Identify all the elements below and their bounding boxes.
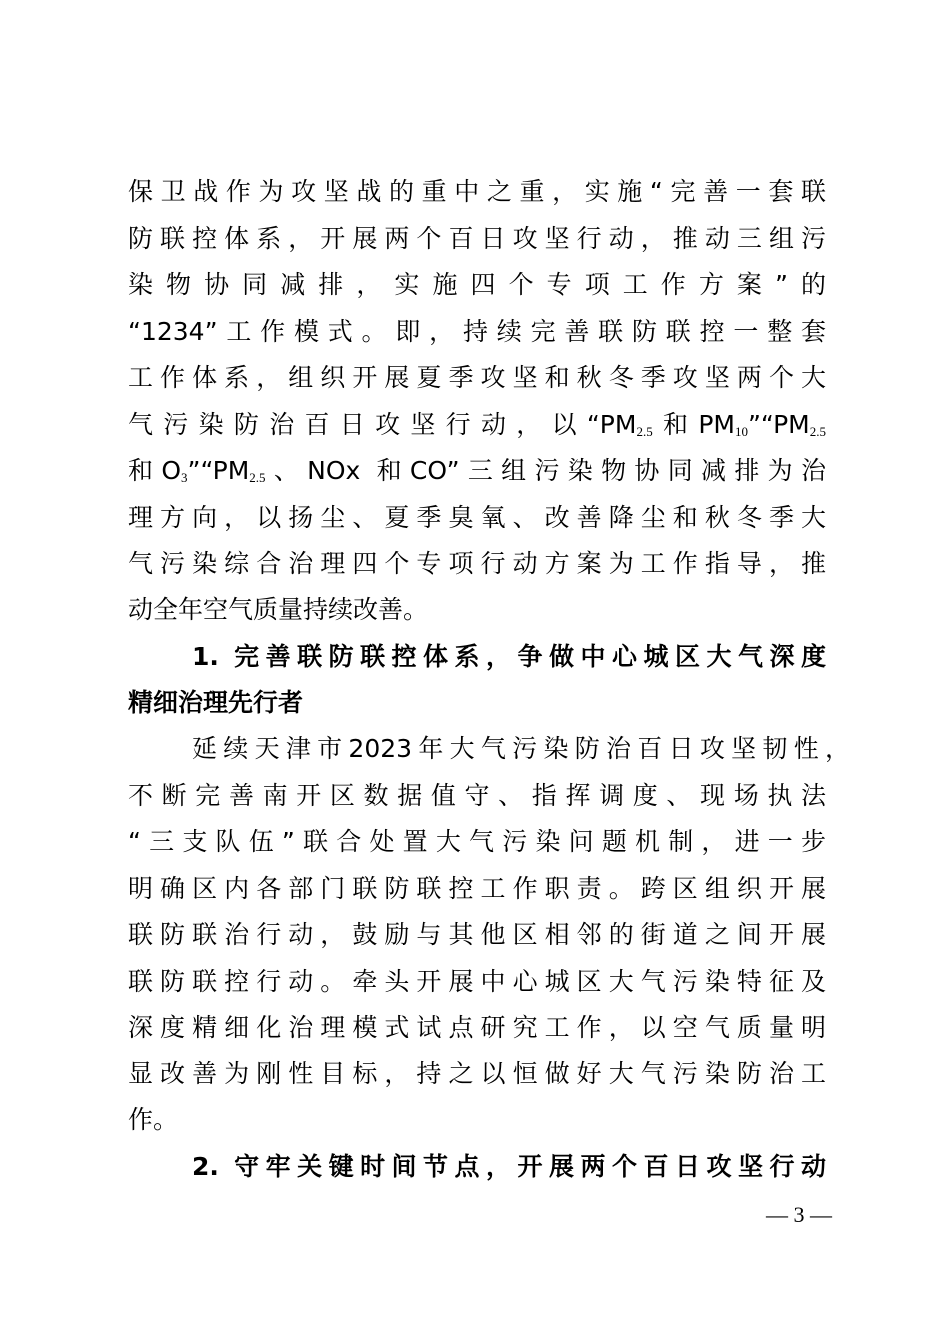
section-heading-2: 2. 守牢关键时间节点，开展两个百日攻坚行动 bbox=[192, 1152, 826, 1181]
body-line-5: 工作体系，组织开展夏季攻坚和秋冬季攻坚两个大 bbox=[128, 363, 826, 392]
body-line-10: 动全年空气质量持续改善。 bbox=[128, 595, 429, 624]
subscript: 2.5 bbox=[249, 470, 266, 485]
body-line-7-text-a: 和O bbox=[128, 456, 181, 485]
section1-line-2: 不断完善南开区数据值守、指挥调度、现场执法 bbox=[128, 781, 826, 810]
body-line-7-text-c: 、NOx 和CO”三组污染物协同减排为治 bbox=[265, 456, 826, 485]
body-line-6-text-b: 和PM bbox=[652, 410, 735, 439]
body-line-9: 气污染综合治理四个专项行动方案为工作指导，推 bbox=[128, 549, 826, 578]
section1-line-8: 显改善为刚性目标，持之以恒做好大气污染防治工 bbox=[128, 1059, 826, 1088]
body-line-6-text-c: ”“PM bbox=[747, 410, 810, 439]
subscript: 10 bbox=[734, 424, 748, 439]
body-line-2: 防联控体系，开展两个百日攻坚行动，推动三组污 bbox=[128, 224, 826, 253]
section1-line-7: 深度精细化治理模式试点研究工作，以空气质量明 bbox=[128, 1013, 826, 1042]
section-heading-1: 1. 完善联防联控体系，争做中心城区大气深度 bbox=[192, 642, 826, 671]
section-heading-1-cont: 精细治理先行者 bbox=[128, 688, 304, 717]
body-line-7-text-b: ”“PM bbox=[187, 456, 250, 485]
body-line-3: 染物协同减排，实施四个专项工作方案”的 bbox=[128, 270, 826, 299]
body-line-6-text-a: 气污染防治百日攻坚行动，以“PM bbox=[128, 410, 637, 439]
section1-line-3: “三支队伍”联合处置大气污染问题机制，进一步 bbox=[128, 827, 826, 856]
section1-line-4: 明确区内各部门联防联控工作职责。跨区组织开展 bbox=[128, 874, 826, 903]
section1-line-6: 联防联控行动。牵头开展中心城区大气污染特征及 bbox=[128, 967, 826, 996]
subscript: 2.5 bbox=[809, 424, 826, 439]
section1-line-9: 作。 bbox=[128, 1105, 179, 1134]
body-line-8: 理方向，以扬尘、夏季臭氧、改善降尘和秋冬季大 bbox=[128, 503, 826, 532]
subscript: 3 bbox=[181, 470, 188, 485]
body-line-7 bbox=[128, 451, 826, 491]
body-line-4: “1234”工作模式。即，持续完善联防联控一整套 bbox=[128, 317, 826, 346]
subscript: 2.5 bbox=[636, 424, 653, 439]
section1-line-5: 联防联治行动，鼓励与其他区相邻的街道之间开展 bbox=[128, 920, 826, 949]
body-line-1: 保卫战作为攻坚战的重中之重，实施“完善一套联 bbox=[128, 177, 826, 206]
section1-line-1: 延续天津市2023年大气污染防治百日攻坚韧性， bbox=[192, 734, 850, 763]
body-line-6 bbox=[128, 405, 826, 445]
page-number: — 3 — bbox=[766, 1202, 832, 1227]
